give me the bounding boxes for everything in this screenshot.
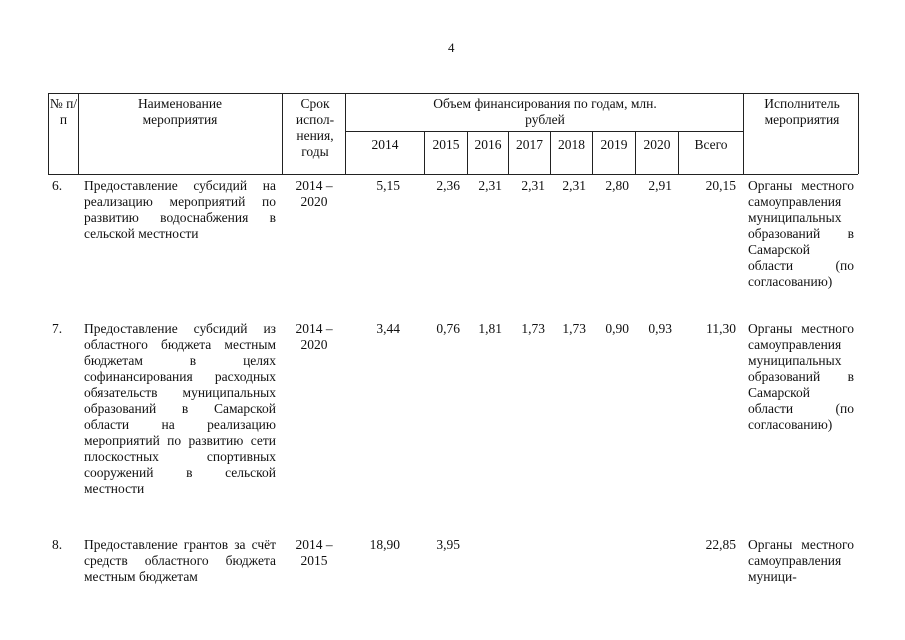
row-6-value-2020: 2,91 (648, 178, 672, 193)
header-total: Всего (694, 137, 728, 152)
row-8-value-2015: 3,95 (436, 537, 460, 552)
header-year-2019: 2019 (600, 137, 628, 152)
row-8-num: 8. (52, 537, 63, 552)
header-bottom-border (48, 174, 858, 175)
row-7-total: 11,30 (706, 321, 736, 336)
header-year-2018: 2018 (558, 137, 585, 152)
header-num: № п/п (49, 96, 78, 127)
row-6-value-2019: 2,80 (605, 178, 629, 193)
row-8-term: 2014 – 2015 (295, 537, 333, 568)
table-right-border (858, 93, 859, 174)
header-year-2015: 2015 (432, 137, 460, 152)
col-divider-term (345, 93, 346, 174)
row-7-value-2016: 1,81 (478, 321, 502, 336)
header-executor: Исполнитель мероприятия (764, 96, 840, 127)
header-year-2016: 2016 (474, 137, 502, 152)
row-7-name: Предоставление субсидий из областного бюджета местным бюджетам в целях софинансирования расходных обязательств муниципальных образований в Самарской области на реализацию мероприятий по развитию сети плоскостных спортивных сооружений в сельской местности (84, 321, 276, 496)
row-6-value-2014: 5,15 (376, 178, 400, 193)
row-7-value-2019: 0,90 (605, 321, 629, 336)
row-8-executor: Органы местного самоуправления муници- (748, 537, 854, 584)
col-divider-name (282, 93, 283, 174)
row-6-term: 2014 – 2020 (295, 178, 333, 209)
header-term: Срок испол-нения, годы (295, 96, 335, 159)
row-8-name: Предоставление грантов за счёт средств областного бюджета местным бюджетам (84, 537, 276, 584)
row-7-value-2014: 3,44 (376, 321, 400, 336)
table-top-border (48, 93, 858, 94)
row-6-value-2017: 2,31 (521, 178, 545, 193)
row-6-name: Предоставление субсидий на реализацию мероприятий по развитию водоснабжения в сельской местности (84, 178, 276, 241)
row-6-value-2016: 2,31 (478, 178, 502, 193)
row-6-value-2018: 2,31 (562, 178, 586, 193)
row-7-value-2017: 1,73 (521, 321, 545, 336)
row-8-total: 22,85 (705, 537, 736, 552)
col-divider-num (78, 93, 79, 174)
years-divider (345, 131, 743, 132)
header-volume: Объем финансирования по годам, млн. рублей (433, 96, 657, 127)
row-7-num: 7. (52, 321, 63, 336)
page-number: 4 (448, 40, 455, 55)
header-name: Наименование мероприятия (137, 96, 223, 127)
row-7-term: 2014 – 2020 (295, 321, 333, 352)
row-6-executor: Органы местного самоуправления муниципальных образований в Самарской области (по согласованию) (748, 178, 854, 289)
row-6-value-2015: 2,36 (436, 178, 460, 193)
header-year-2020: 2020 (643, 137, 671, 152)
col-divider-total (743, 93, 744, 174)
row-6-total: 20,15 (705, 178, 736, 193)
header-year-2014: 2014 (371, 137, 399, 152)
row-7-value-2020: 0,93 (648, 321, 672, 336)
header-year-2017: 2017 (516, 137, 543, 152)
row-7-executor: Органы местного самоуправления муниципальных образований в Самарской области (по согласованию) (748, 321, 854, 432)
row-8-value-2014: 18,90 (369, 537, 400, 552)
row-7-value-2018: 1,73 (562, 321, 586, 336)
row-6-num: 6. (52, 178, 63, 193)
row-7-value-2015: 0,76 (436, 321, 460, 336)
